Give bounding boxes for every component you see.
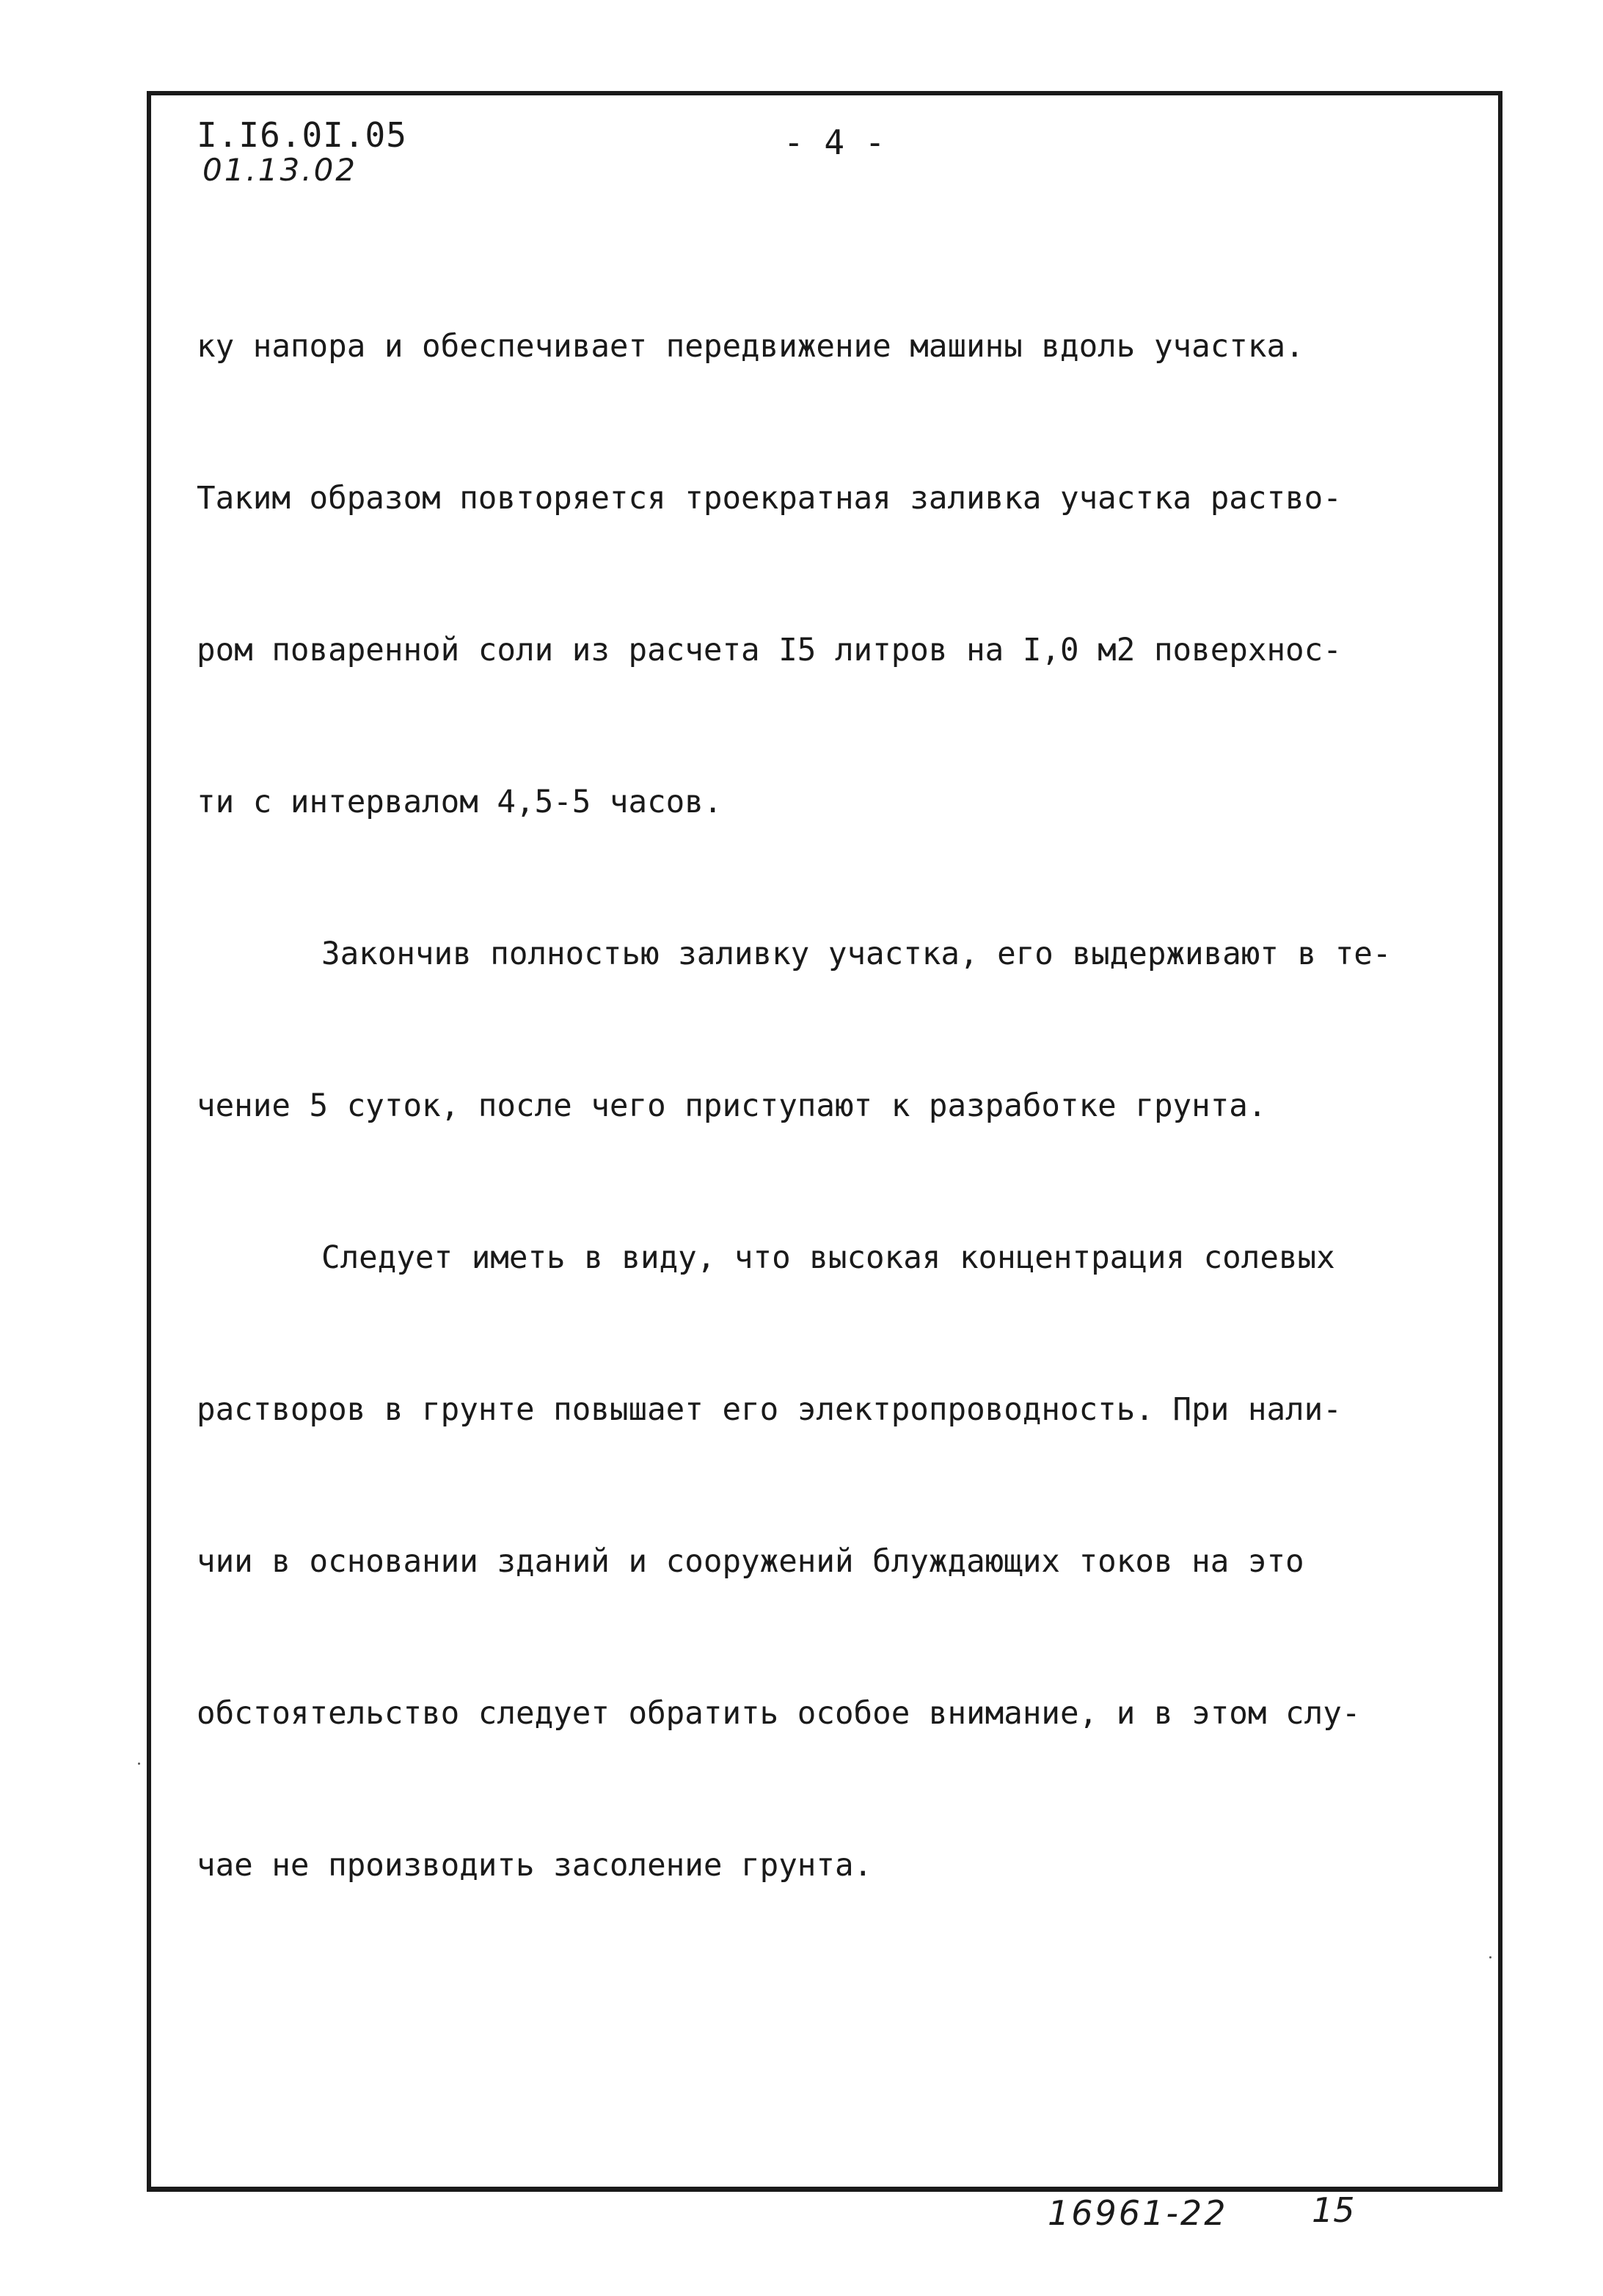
text-line: Закончив полностью заливку участка, его выдерживают в те-	[321, 936, 1392, 972]
text-line: чае не производить засоление грунта.	[197, 1848, 873, 1884]
text-line: Таким образом повторяется троекратная заливка участка раство-	[197, 481, 1342, 517]
text-line: чии в основании зданий и сооружений блуждающих токов на это	[197, 1544, 1304, 1580]
document-body	[197, 220, 1488, 1942]
text-line: чение 5 суток, после чего приступают к разработке грунта.	[197, 1088, 1267, 1124]
text-line: Следует иметь в виду, что высокая концентрация солевых	[321, 1240, 1335, 1276]
text-line: обстоятельство следует обратить особое внимание, и в этом слу-	[197, 1696, 1361, 1732]
inventory-code: 16961-22	[1048, 2193, 1228, 2233]
page-number: - 4 -	[784, 123, 886, 162]
document-code-handwritten: 01.13.02	[202, 152, 358, 188]
document-code: I.I6.0I.05	[197, 115, 407, 155]
scan-speck	[138, 1763, 140, 1765]
scan-speck	[1489, 1956, 1491, 1958]
text-line: растворов в грунте повышает его электропроводность. При нали-	[197, 1392, 1342, 1428]
text-line: ром поваренной соли из расчета I5 литров на I,0 м2 поверхнос-	[197, 633, 1342, 668]
sheet-number: 15	[1312, 2190, 1355, 2230]
text-line: ти с интервалом 4,5-5 часов.	[197, 784, 723, 820]
text-line: ку напора и обеспечивает передвижение машины вдоль участка.	[197, 329, 1304, 365]
